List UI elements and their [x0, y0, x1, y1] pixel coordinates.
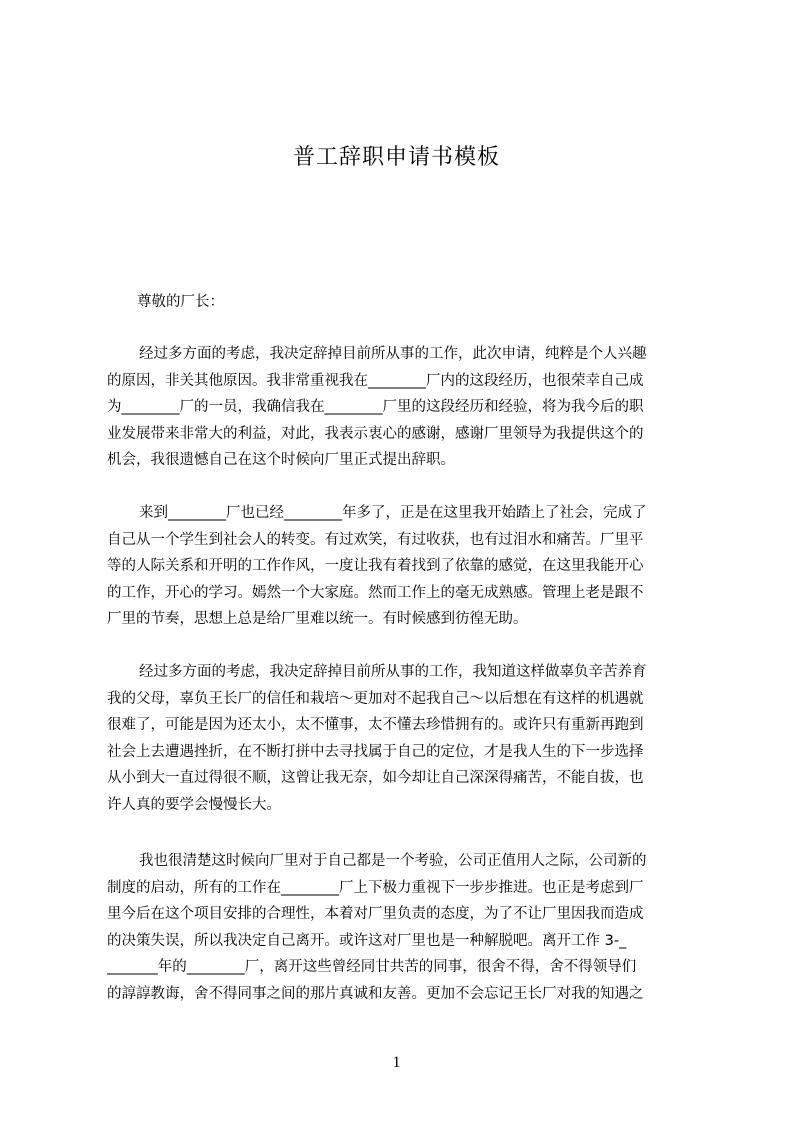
salutation: 尊敬的厂长： [137, 294, 224, 310]
paragraph-line: 的原因，非关其他原因。我非常重视我在________厂内的这段经历，也很荣幸自己成 [107, 372, 644, 389]
paragraph-line: _______年的________厂，离开这些曾经同甘共苦的同事，很舍不得，舍不得领导们 [107, 959, 637, 975]
paragraph-line: 的决策失误，所以我决定自己离开。或许这对厂里也是一种解脱吧。离开工作 3-_ [107, 932, 627, 949]
paragraph-line: 的諄諄教诲，舍不得同事之间的那片真诚和友善。更加不会忘记王长厂对我的知遇之 [107, 985, 644, 1002]
paragraph-line: 社会上去遭遇挫折，在不断打拼中去寻找属于自己的定位，才是我人生的下一步选择 [107, 743, 644, 760]
paragraph-3 [107, 659, 699, 818]
paragraph-line: 从小到大一直过得很不顺，这曾让我无奈，如今却让自己深深得痛苦，不能自拔，也 [107, 770, 644, 786]
page-number: 1 [392, 1054, 401, 1071]
paragraph-line: 机会，我很遗憾自己在这个时候向厂里正式提出辞职。 [107, 452, 455, 468]
paragraph-line: 业发展带来非常大的利益，对此，我表示衷心的感谢，感谢厂里领导为我提供这个的 [107, 425, 644, 442]
paragraph-line: 里今后在这个项目安排的合理性，本着对厂里负责的态度，为了不让厂里因我而造成 [107, 906, 644, 922]
paragraph-2 [107, 500, 699, 633]
paragraph-4 [107, 848, 699, 1007]
paragraph-1 [107, 341, 699, 474]
paragraph-line: 的工作，开心的学习。嫣然一个大家庭。然而工作上的毫无成熟感。管理上老是跟不 [107, 584, 644, 601]
paragraph-line: 经过多方面的考虑，我决定辞掉目前所从事的工作，我知道这样做辜负辛苦养育 [139, 664, 647, 680]
paragraph-line: 很难了，可能是因为还太小，太不懂事，太不懂去珍惜拥有的。或许只有重新再跑到 [107, 717, 644, 733]
paragraph-line: 我也很清楚这时候向厂里对于自己都是一个考验，公司正值用人之际，公司新的 [139, 853, 647, 869]
paragraph-line: 经过多方面的考虑，我决定辞掉目前所从事的工作，此次申请，纯粹是个人兴趣 [139, 346, 647, 362]
paragraph-line: 等的人际关系和开明的工作作风，一度让我有着找到了依靠的感觉，在这里我能开心 [107, 558, 644, 574]
paragraph-line: 自己从一个学生到社会人的转变。有过欢笑，有过收获，也有过泪水和痛苦。厂里平 [107, 531, 644, 548]
paragraph-line: 许人真的要学会慢慢长大。 [107, 796, 281, 813]
paragraph-line: 制度的启动，所有的工作在________厂上下极力重视下一步步推进。也正是考虑到厂 [107, 879, 644, 896]
paragraph-line: 我的父母，辜负王长厂的信任和栽培～更加对不起我自己～以后想在有这样的机遇就 [107, 690, 644, 707]
document-title: 普工辞职申请书模板 [292, 145, 500, 170]
paragraph-line: 来到________厂也已经________年多了，正是在这里我开始踏上了社会，完成了 [139, 505, 647, 521]
paragraph-line: 为________厂的一员，我确信我在________厂里的这段经历和经验，将为我今后的职 [107, 399, 644, 415]
paragraph-line: 厂里的节奏，思想上总是给厂里难以统一。有时候感到彷徨无助。 [107, 611, 528, 627]
